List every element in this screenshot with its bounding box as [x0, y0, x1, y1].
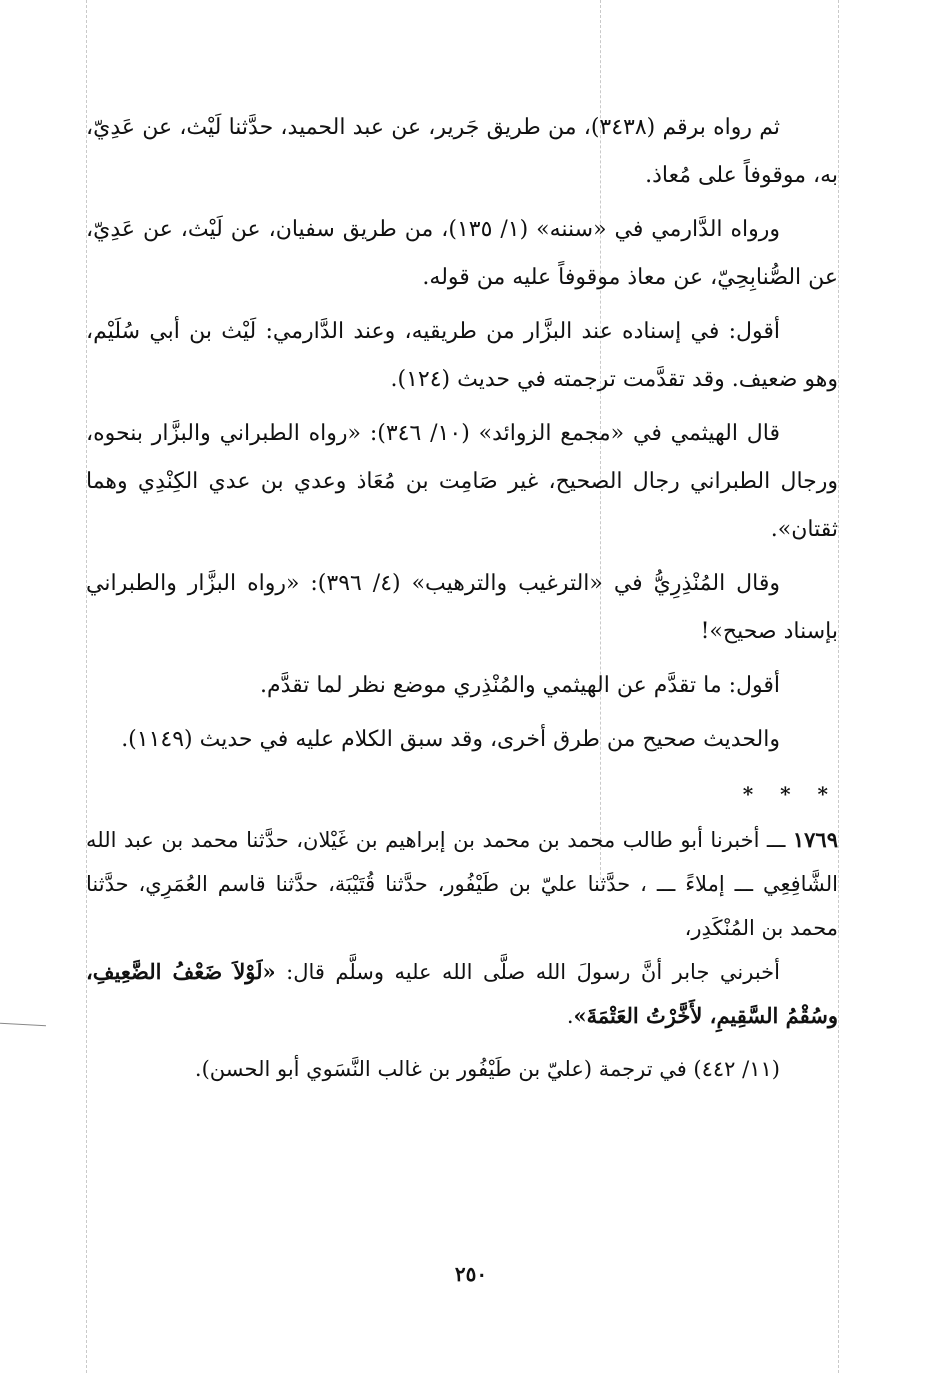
hadith-text — [86, 950, 838, 1038]
paragraph-3: أقول: في إسناده عند البزَّار من طريقيه، وعند الدَّارمي: لَيْث بن أبي سُلَيْم، وهو ضعيف. وقد تقدَّمت ترجمته في حديث (١٢٤). — [86, 319, 838, 392]
section-separator: * * * — [742, 782, 838, 806]
hadith-dash: ـــ — [759, 828, 793, 852]
source-reference: (١١/ ٤٤٢) في ترجمة (عليّ بن طَيْفُور بن غالب النَّسَوي أبو الحسن). — [194, 1057, 780, 1081]
scan-mark — [0, 1023, 46, 1026]
paragraph-7: والحديث صحيح من طرق أخرى، وقد سبق الكلام عليه في حديث (١١٤٩). — [121, 727, 780, 752]
hadith-end: . — [566, 1004, 574, 1028]
paragraph-1: ثم رواه برقم (٣٤٣٨)، من طريق جَرير، عن عبد الحميد، حدَّثنا لَيْث، عن عَدِيّ، به، موقوفاً على مُعاذ. — [86, 115, 838, 188]
page-number: ٢٥٠ — [454, 1262, 488, 1286]
hadith-number: ١٧٦٩ — [792, 827, 838, 852]
hadith-quote: «لَوْلاَ ضَعْفُ الضَّعِيفِ، وسُقْمُ السَّقِيمِ، لأَخَّرْتُ العَتْمَةَ» — [86, 959, 838, 1028]
scan-guide-right — [838, 0, 839, 1373]
hadith-intro: أخبرني جابر أنَّ رسولَ الله صلَّى الله عليه وسلَّم قال: — [275, 960, 780, 984]
paragraph-5: وقال المُنْذِرِيُّ في «الترغيب والترهيب» (٤/ ٣٩٦): «رواه البزَّار والطبراني بإسناد صحيح»! — [86, 571, 838, 644]
paragraph-6: أقول: ما تقدَّم عن الهيثمي والمُنْذِري موضع نظر لما تقدَّم. — [260, 673, 780, 698]
paragraph-2: ورواه الدَّارمي في «سننه» (١/ ١٣٥)، من طريق سفيان، عن لَيْث، عن عَدِيّ، عن الصُّنابِحِيّ، عن معاذ موقوفاً عليه من قوله. — [86, 217, 838, 290]
paragraph-4: قال الهيثمي في «مجمع الزوائد» (١٠/ ٣٤٦): «رواه الطبراني والبزَّار بنحوه، ورجال الطبراني رجال الصحيح، غير صَامِت بن مُعَاذ وعدي بن عدي الكِنْدِي وهما ثقتان». — [86, 421, 838, 542]
hadith-isnad: أخبرنا أبو طالب محمد بن محمد بن إبراهيم بن غَيْلان، حدَّثنا محمد بن عبد الله الشَّافِعِي ـــ إملاءً ـــ ، حدَّثنا عليّ بن طَيْفُور، حدَّثنا قُتَيْبَة، حدَّثنا قاسم العُمَرِي، حدَّثنا محمد بن المُنْكَدِر، — [86, 828, 838, 940]
page-body — [86, 104, 838, 1092]
hadith-chain — [86, 818, 838, 950]
